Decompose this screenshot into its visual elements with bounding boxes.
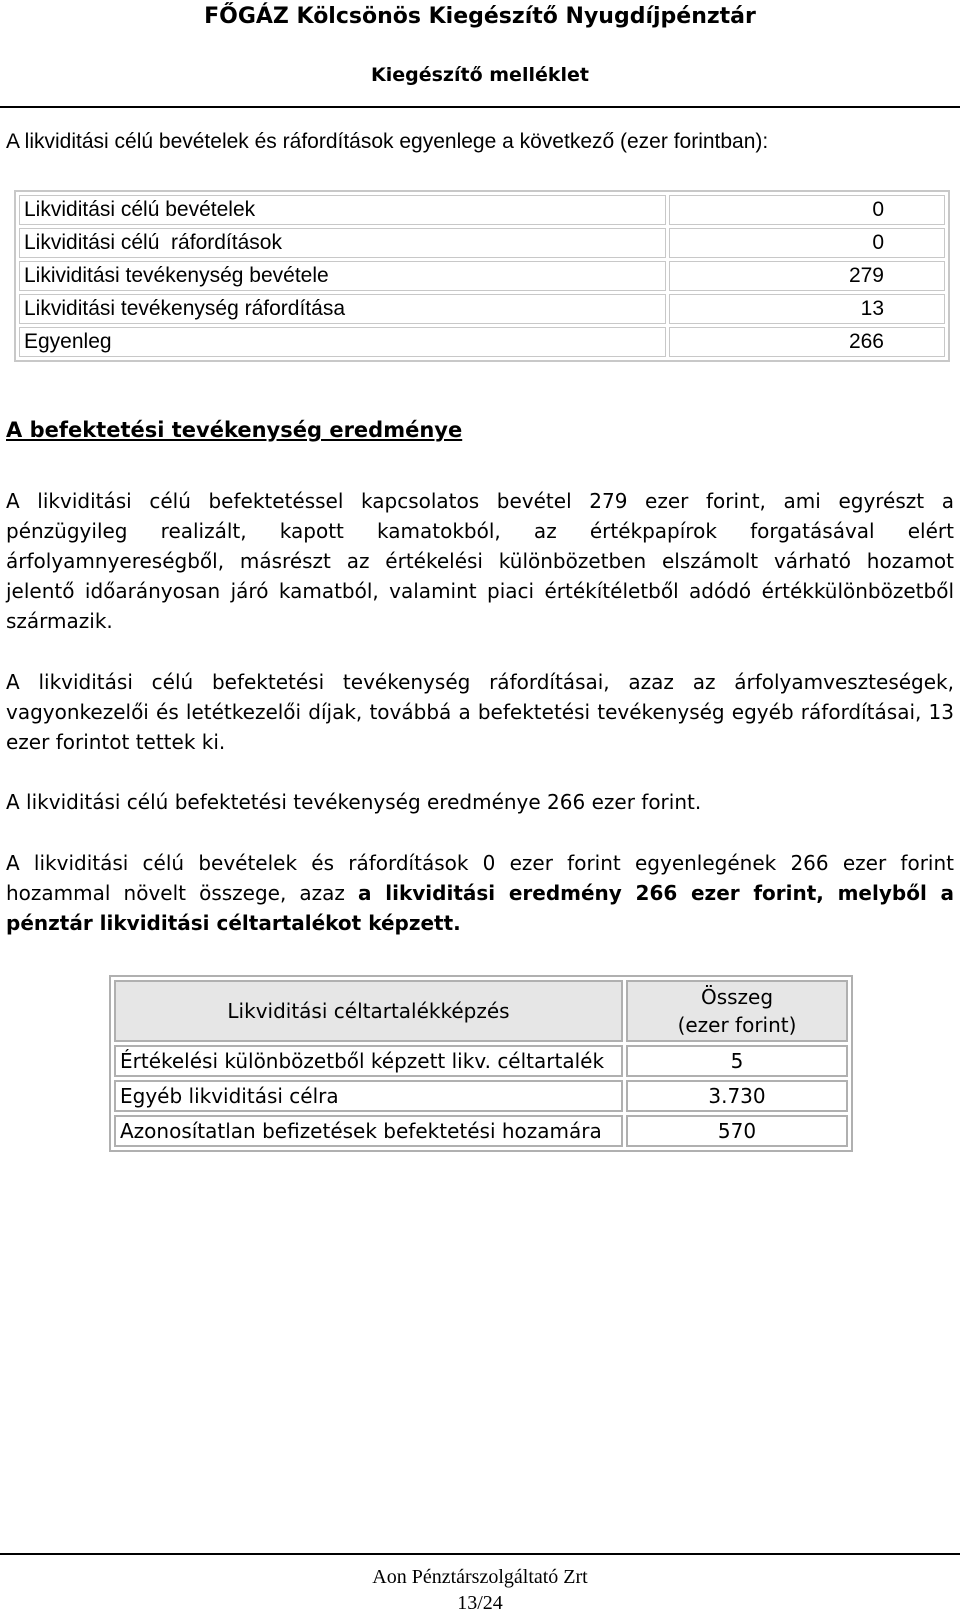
- paragraph-result: A likviditási célú befektetési tevékenység eredménye 266 ezer forint.: [6, 790, 702, 814]
- header-label: Likviditási céltartalékképzés: [114, 980, 623, 1042]
- footer-divider: [0, 1553, 960, 1555]
- header-amount-line1: Összeg: [700, 985, 774, 1009]
- table-row: [19, 294, 945, 324]
- row-label: Azonosítatlan befizetések befektetési hozamára: [114, 1115, 623, 1147]
- intro-text: A likviditási célú bevételek és ráfordítások egyenlege a következő (ezer forintban):: [6, 130, 769, 153]
- header-amount-line2: (ezer forint): [677, 1013, 797, 1037]
- table-row: [19, 228, 945, 258]
- row-label: Likviditási célú bevételek: [19, 195, 666, 225]
- row-label: Értékelési különbözetből képzett likv. céltartalék: [114, 1045, 623, 1077]
- row-label: Likividitási tevékenység bevétele: [19, 261, 666, 291]
- section-title: A befektetési tevékenység eredménye: [6, 418, 463, 442]
- row-label: Likviditási tevékenység ráfordítása: [19, 294, 666, 324]
- table-row: [114, 1045, 848, 1077]
- table-row: [114, 1080, 848, 1112]
- row-label: Egyenleg: [19, 327, 666, 357]
- table-row: [19, 327, 945, 357]
- balance-table: [14, 190, 950, 362]
- header-divider: [0, 106, 960, 108]
- row-value: 3.730: [626, 1080, 848, 1112]
- table-row: [114, 1115, 848, 1147]
- footer-page-number: 13/24: [457, 1592, 503, 1614]
- reserve-table: [109, 975, 853, 1152]
- row-value: 0: [669, 228, 945, 258]
- summary-plain-text: A likviditási célú bevételek és ráfordítások 0 ezer forint egyenlegének 266 ezer forint hozammal növelt összege, azaz: [6, 851, 954, 905]
- row-label: Likviditási célú ráfordítások: [19, 228, 666, 258]
- row-value: 13: [669, 294, 945, 324]
- row-label: Egyéb likviditási célra: [114, 1080, 623, 1112]
- table-header-row: [114, 980, 848, 1042]
- summary-bold-text: a likviditási eredmény 266 ezer forint, melyből a pénztár likviditási céltartalékot képzett.: [6, 881, 954, 935]
- row-value: 5: [626, 1045, 848, 1077]
- paragraph-summary: [6, 848, 954, 938]
- row-value: 279: [669, 261, 945, 291]
- document-subtitle: Kiegészítő melléklet: [371, 64, 589, 86]
- row-value: 266: [669, 327, 945, 357]
- row-value: 0: [669, 195, 945, 225]
- paragraph-expenses: A likviditási célú befektetési tevékenység ráfordításai, azaz az árfolyamveszteségek, vagyonkezelői és letétkezelői díjak, továbbá a befektetési tevékenység egyéb ráfordításai, 13 ezer forintot tettek ki.: [6, 670, 954, 754]
- table-row: [19, 261, 945, 291]
- row-value: 570: [626, 1115, 848, 1147]
- header-amount: [626, 980, 848, 1042]
- document-title: FŐGÁZ Kölcsönös Kiegészítő Nyugdíjpénztár: [204, 4, 756, 29]
- table-row: [19, 195, 945, 225]
- paragraph-income: A likviditási célú befektetéssel kapcsolatos bevétel 279 ezer forint, ami egyrészt a pénzügyileg realizált, kapott kamatokból, az értékpapírok forgatásával elért árfolyamnyereségből, másrészt az értékelési különbözetben elszámolt várható hozamot jelentő időarányosan járó kamatból, valamint piaci értékítéletből adódó értékkülönbözetből származik.: [6, 489, 954, 633]
- footer-company: Aon Pénztárszolgáltató Zrt: [372, 1566, 588, 1588]
